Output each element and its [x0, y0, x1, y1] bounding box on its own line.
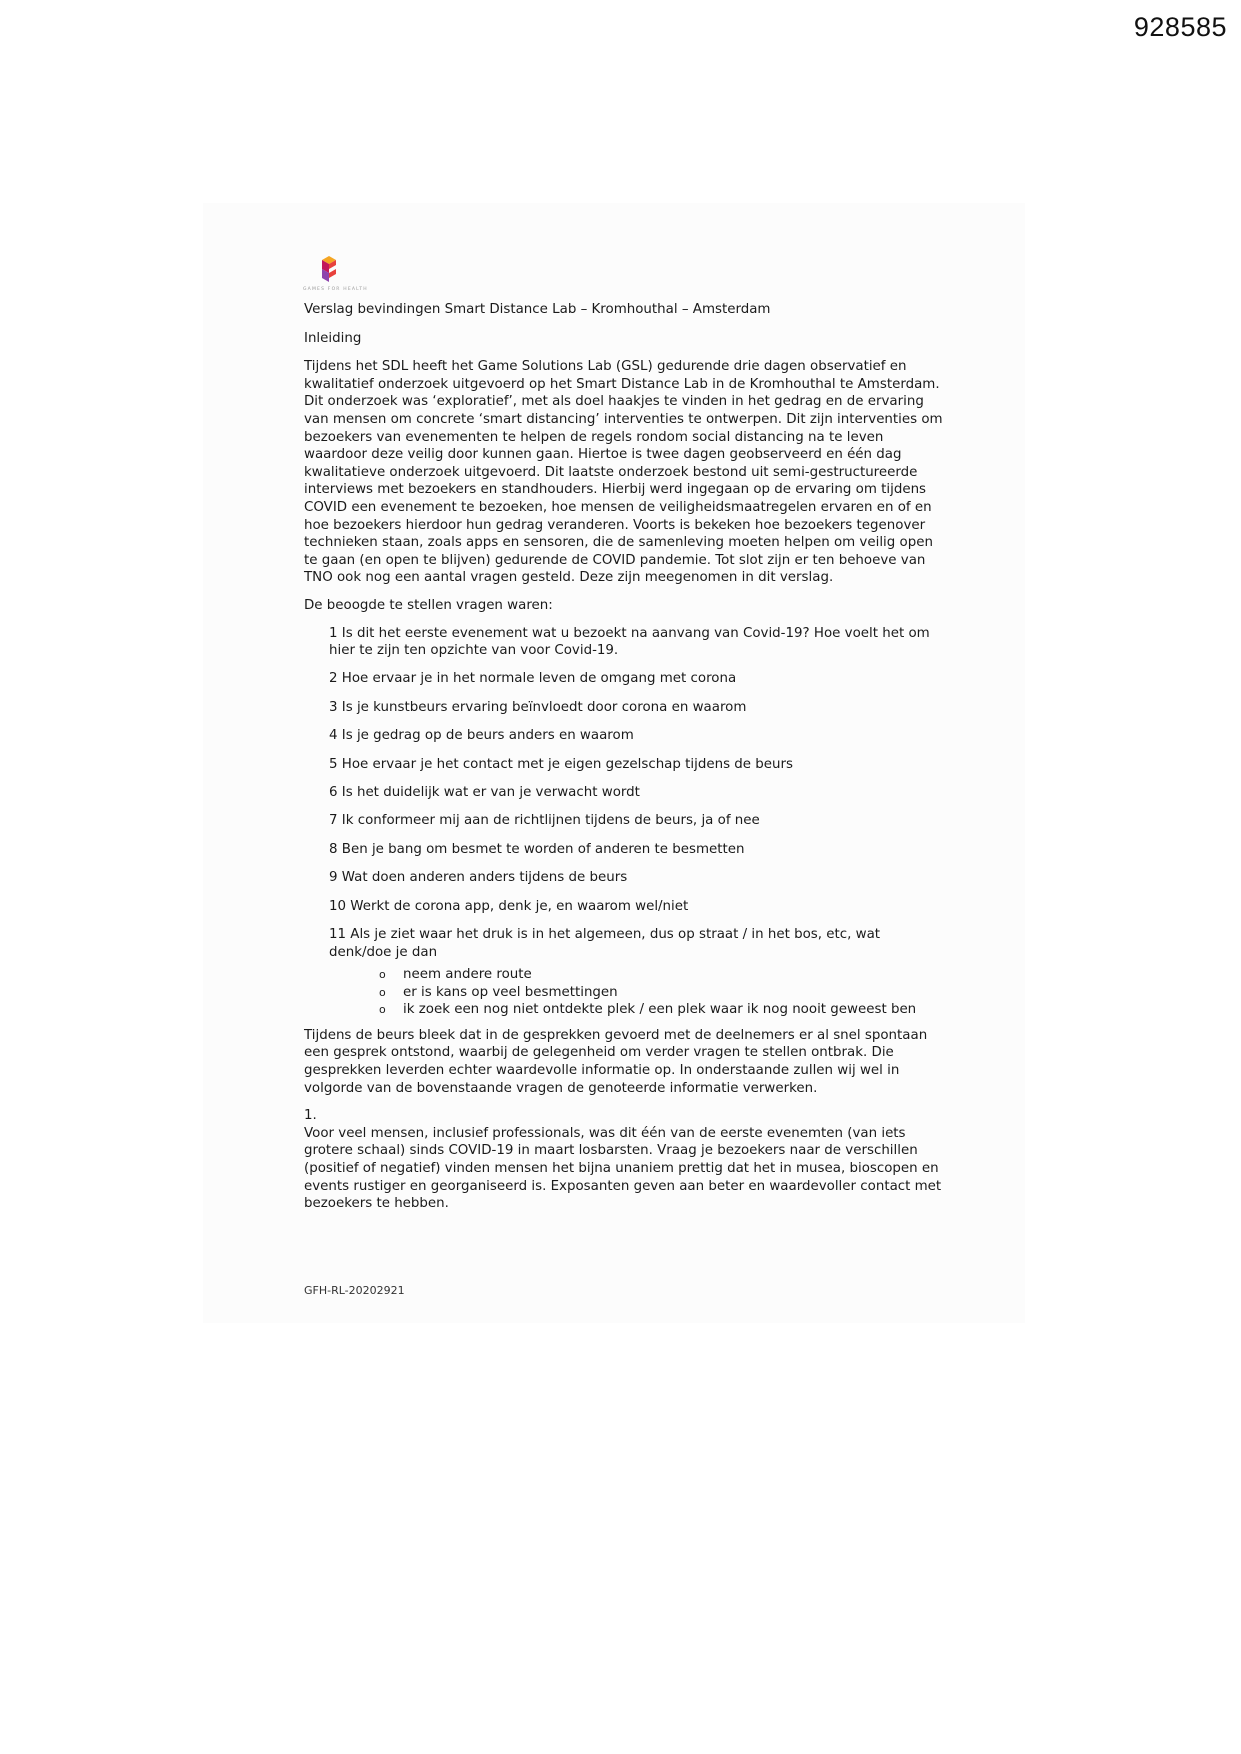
circle-bullet-icon: o [379, 967, 386, 981]
question-item: 1 Is dit het eerste evenement wat u bezoekt na aanvang van Covid-19? Hoe voelt het om hier te zijn ten opzichte van voor Covid-19. [329, 625, 930, 659]
questions-intro: De beoogde te stellen vragen waren: [304, 597, 553, 613]
logo-cube-icon [303, 256, 363, 286]
answer-options-list [304, 966, 944, 1019]
question-item: 6 Is het duidelijk wat er van je verwacht wordt [329, 785, 640, 801]
question-item: 2 Hoe ervaar je in het normale leven de omgang met corona [329, 671, 737, 687]
circle-bullet-icon: o [379, 1003, 386, 1017]
scanned-page [203, 203, 1025, 1323]
document-body [304, 301, 944, 1213]
question-item: 8 Ben je bang om besmet te worden of anderen te besmetten [329, 841, 745, 857]
question-item: 5 Hoe ervaar je het contact met je eigen gezelschap tijdens de beurs [329, 756, 793, 772]
question-item: 3 Is je kunstbeurs ervaring beïnvloedt door corona en waarom [329, 699, 747, 715]
circle-bullet-icon: o [379, 985, 386, 999]
question-item: 11 Als je ziet waar het druk is in het algemeen, dus op straat / in het bos, etc, wat denk/doe je dan [329, 927, 881, 960]
section-number: 1. [304, 1108, 317, 1124]
logo-facet-bottom-right [329, 269, 336, 278]
answer-option [379, 984, 944, 1002]
logo-text: GAMES FOR HEALTH [303, 287, 368, 292]
answer-option-text: er is kans op veel besmettingen [403, 984, 618, 1000]
question-item: 9 Wat doen anderen anders tijdens de beurs [329, 870, 628, 886]
question-item: 10 Werkt de corona app, denk je, en waarom wel/niet [329, 898, 689, 914]
findings-paragraph: Tijdens de beurs bleek dat in de gesprekken gevoerd met de deelnemers er al snel spontaan een gesprek ontstond, waarbij de gelegenheid om verder vragen te stellen ontbrak. Die gesprekken leverden echter waardevolle informatie op. In onderstaande zullen wij wel in volgorde van de bovenstaande vragen de genoteerde informatie verwerken. [304, 1027, 928, 1096]
answer-option-text: neem andere route [403, 966, 532, 982]
question-item: 7 Ik conformeer mij aan de richtlijnen tijdens de beurs, ja of nee [329, 813, 760, 829]
question-item: 4 Is je gedrag op de beurs anders en waarom [329, 728, 634, 744]
question-list [304, 625, 944, 962]
intro-paragraph: Tijdens het SDL heeft het Game Solutions Lab (GSL) gedurende drie dagen observatief en kwalitatief onderzoek uitgevoerd op het Smart Distance Lab in de Kromhouthal te Amsterdam. Dit onderzoek was ‘exploratief’, met als doel haakjes te vinden in het gedrag en de ervaring van mensen om concrete ‘smart distancing’ interventies te ontwerpen. Dit zijn interventies om bezoekers van evenementen te helpen de regels rondom social distancing na te leven waardoor deze veilig door kunnen gaan. Hiertoe is twee dagen geobserveerd en één dag kwalitatieve onderzoek uitgevoerd. Dit laatste onderzoek bestond uit semi-gestructureerde interviews met bezoekers en standhouders. Hierbij werd ingegaan op de ervaring om tijdens COVID een evenement te bezoeken, hoe mensen de veiligheidsmaatregelen ervaren en of en hoe bezoekers hierdoor hun gedrag veranderen. Voorts is bekeken hoe bezoekers tegenover technieken staan, zoals apps en sensoren, die de samenleving moeten helpen om veilig open te gaan (en open te blijven) gedurende de COVID pandemie. Tot slot zijn er ten behoeve van TNO ook nog een aantal vragen gesteld. Deze zijn meegenomen in dit verslag. [304, 359, 943, 586]
answer-option-text: ik zoek een nog niet ontdekte plek / een plek waar ik nog nooit geweest ben [403, 1002, 917, 1018]
section-paragraph: Voor veel mensen, inclusief professionals, was dit één van de eerste evenemten (van iets grotere schaal) sinds COVID-19 in maart losbarsten. Vraag je bezoekers naar de verschillen (positief of negatief) vinden mensen het bijna unaniem prettig dat het in musea, bioscopen en events rustiger en georganiseerd is. Exposanten geven aan beter en waardevoller contact met bezoekers te hebben. [304, 1125, 942, 1212]
document-id: 928585 [1133, 12, 1227, 42]
document-title: Verslag bevindingen Smart Distance Lab – Kromhouthal – Amsterdam [304, 302, 771, 317]
footer-reference: GFH-RL-20202921 [304, 1284, 405, 1297]
games-for-health-logo [303, 256, 368, 296]
section-heading: Inleiding [304, 330, 362, 346]
answer-option [379, 966, 944, 984]
answer-option [379, 1001, 944, 1019]
